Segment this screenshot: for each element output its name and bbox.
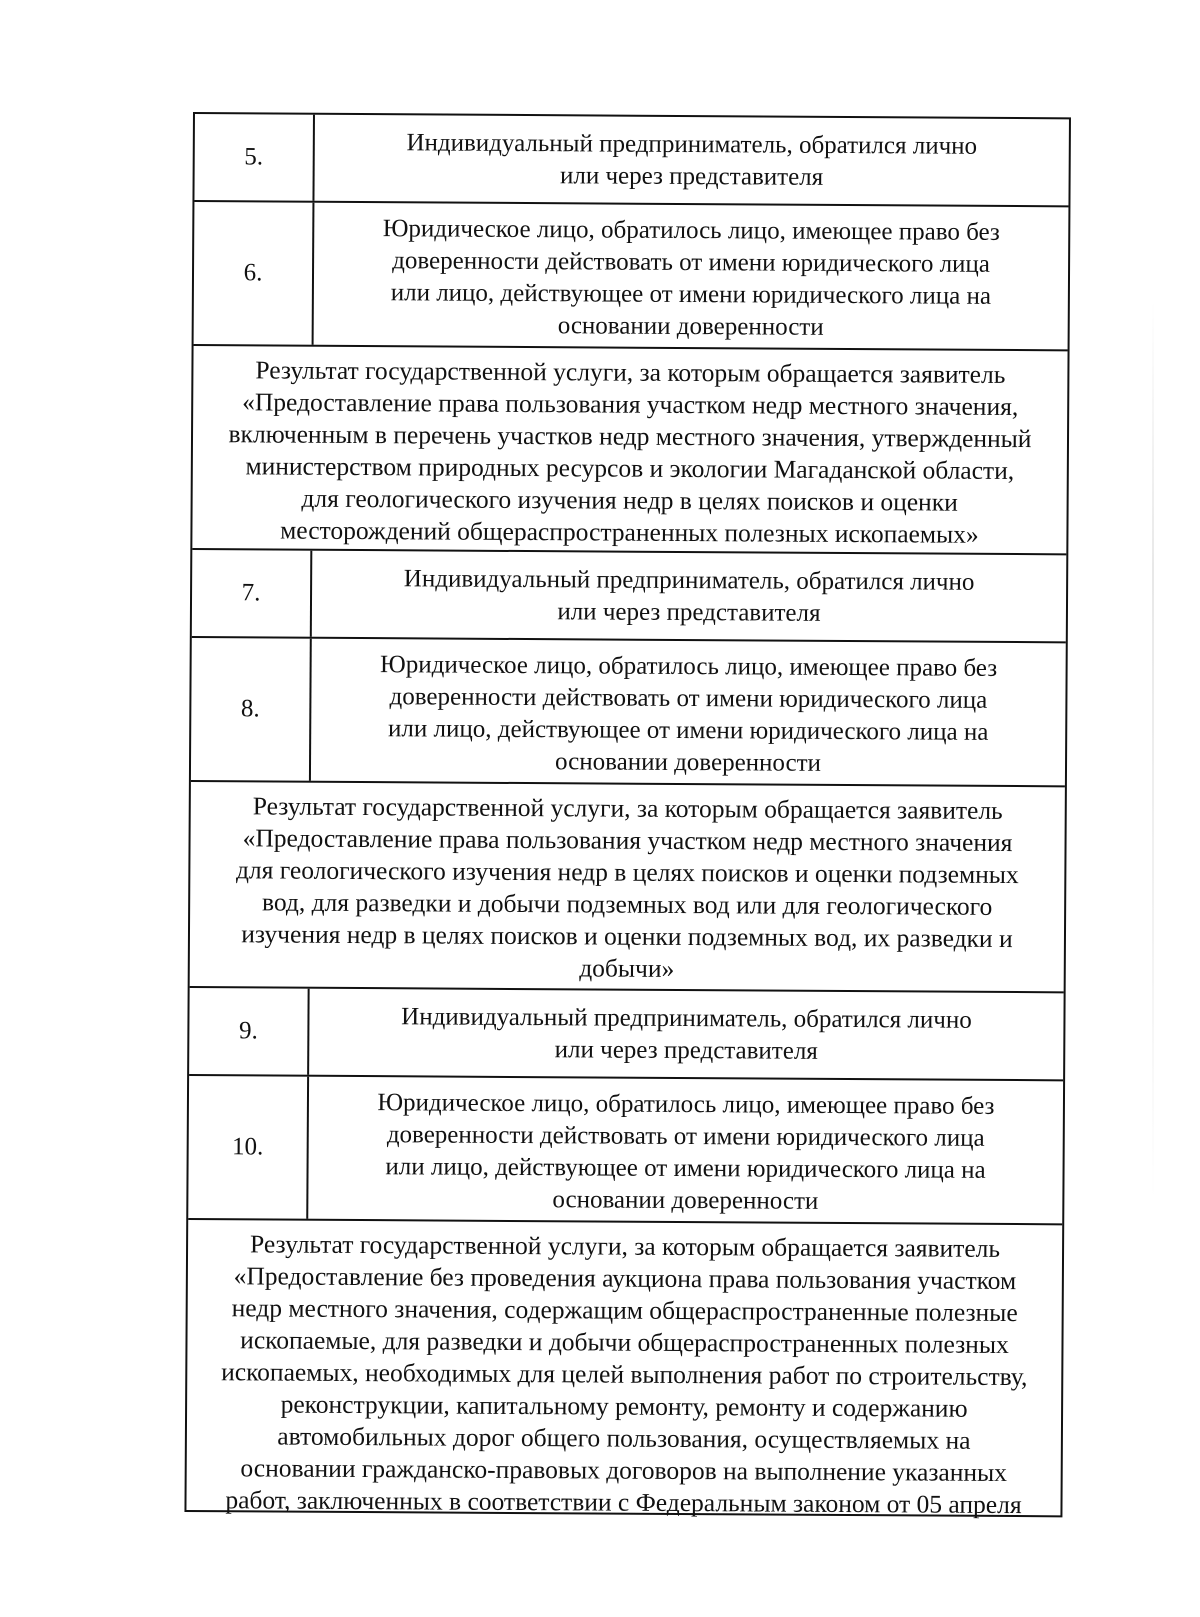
result-section-row [190, 782, 1065, 993]
table-row [191, 638, 1066, 787]
result-heading: Результат государственной услуги, за которым обращается заявитель «Предоставление без проведения аукциона права пользования участком недр местного значения, содержащим общераспространенные полезные ископаемые, для разведки и добычи общераспространенных полезных ископаемых, необходимых для целей выполнения работ по строительству, реконструкции, капитальному ремонту, ремонту и содержанию автомобильных дорог общего пользования, осуществляемых на основании гражданско-правовых договоров на выполнение указанных работ, заключенных в соответствии с Федеральным законом от 05 апреля [221, 1229, 1028, 1520]
applicant-category-table [184, 112, 1071, 1520]
scan-artifact-line [1152, 300, 1154, 1200]
row-number: 7. [192, 550, 313, 637]
result-heading: Результат государственной услуги, за которым обращается заявитель «Предоставление права пользования участком недр местного значения, включенным в перечень участков недр местного значения, утвержденный министерством природных ресурсов и экологии Магаданской области, для геологического изучения недр в целях поисков и оценки месторождений общераспространенных полезных ископаемых» [228, 355, 1032, 549]
row-number: 8. [191, 638, 312, 781]
table-row [192, 550, 1067, 643]
result-section-row [186, 1220, 1062, 1520]
row-description: Индивидуальный предприниматель, обратился лично или через представителя [403, 565, 975, 627]
row-number: 6. [194, 202, 315, 345]
row-number: 9. [189, 988, 310, 1075]
row-description: Индивидуальный предприниматель, обратился лично или через представителя [401, 1003, 972, 1065]
row-description: Юридическое лицо, обратилось лицо, имеющее право без доверенности действовать от имени юридического лица или лицо, действующее от имени юридического лица на основании доверенности [377, 1089, 995, 1215]
result-heading: Результат государственной услуги, за которым обращается заявитель «Предоставление права пользования участком недр местного значения для геологического изучения недр в целях поисков и оценки подземных вод, для разведки и добычи подземных вод или для геологического изучения недр в целях поисков и оценки подземных вод, их разведки и добычи» [235, 791, 1019, 983]
row-description: Индивидуальный предприниматель, обратился лично или через представителя [406, 129, 978, 191]
table-row [189, 988, 1064, 1081]
table-row [194, 114, 1069, 207]
row-description: Юридическое лицо, обратилось лицо, имеющее право без доверенности действовать от имени юридического лица или лицо, действующее от имени юридического лица на основании доверенности [382, 215, 1000, 341]
table-row [188, 1076, 1063, 1225]
table-row [194, 202, 1069, 351]
result-section-row [192, 346, 1067, 555]
row-number: 10. [188, 1076, 309, 1219]
row-description: Юридическое лицо, обратилось лицо, имеющее право без доверенности действовать от имени юридического лица или лицо, действующее от имени юридического лица на основании доверенности [379, 651, 998, 777]
row-number: 5. [194, 114, 315, 201]
